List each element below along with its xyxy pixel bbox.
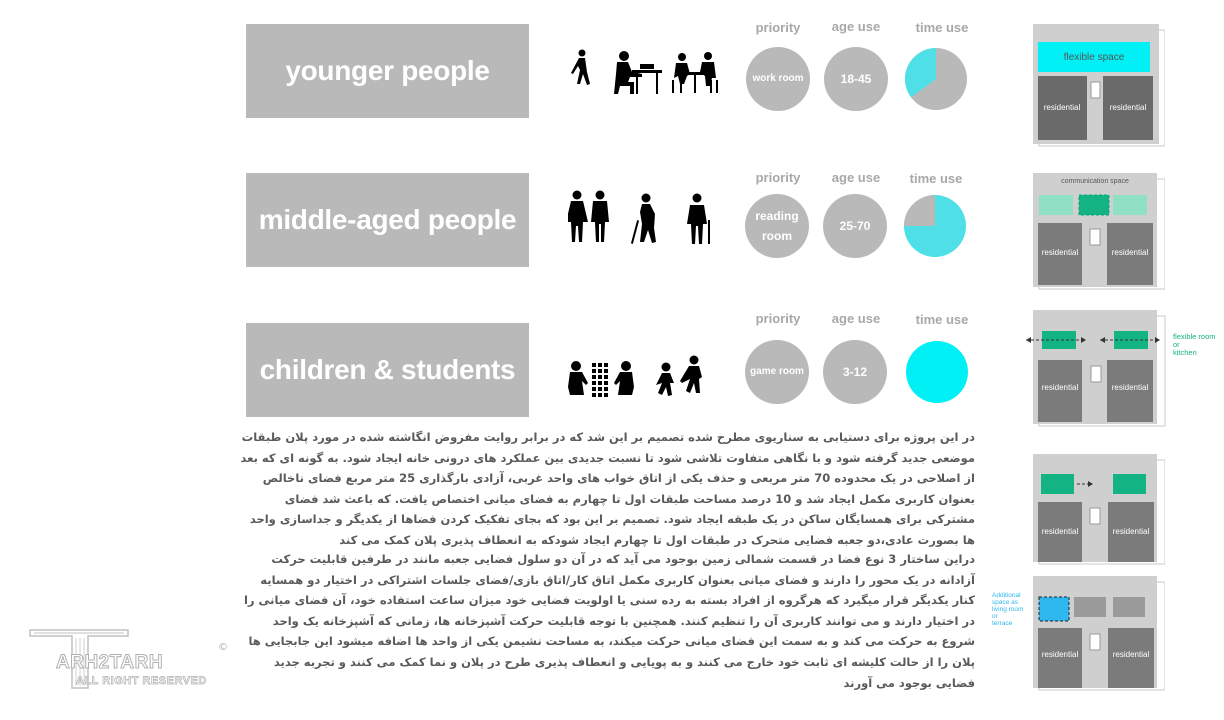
row-title-middle-aged-people: middle-aged people bbox=[246, 173, 529, 267]
floor-plan-2 bbox=[1033, 173, 1165, 291]
age-use-header: age use bbox=[831, 19, 881, 34]
children-students-icons bbox=[568, 355, 708, 415]
time-use-pie-younger bbox=[904, 47, 968, 111]
copyright-symbol: © bbox=[218, 642, 228, 653]
priority-label: work room bbox=[752, 73, 804, 84]
residential-right-label: residential bbox=[1111, 248, 1149, 257]
note-line: kitchen bbox=[1173, 348, 1197, 357]
priority-label-line1: reading bbox=[755, 209, 799, 223]
note-line: terrace bbox=[992, 620, 1013, 627]
time-use-gray-slice bbox=[904, 195, 935, 226]
time-use-header: time use bbox=[915, 20, 969, 35]
priority-circle-reading-room bbox=[745, 194, 809, 258]
time-use-pie-children bbox=[905, 340, 969, 404]
priority-circle-work-room bbox=[746, 47, 810, 111]
priority-label-line2: room bbox=[762, 229, 792, 243]
age-circle-25-70 bbox=[823, 194, 887, 258]
elderly-man-icon bbox=[687, 194, 710, 245]
note-line: flexible room or bbox=[1173, 332, 1216, 349]
time-use-pie-middle-aged bbox=[903, 194, 967, 258]
residential-left-label: residential bbox=[1041, 383, 1079, 392]
age-label: 25-70 bbox=[839, 219, 871, 233]
communication-space-label: communication space bbox=[1061, 178, 1129, 185]
middle-aged-people-icons bbox=[568, 190, 718, 250]
residential-left-label: residential bbox=[1041, 248, 1079, 257]
children-playing-blocks-icon bbox=[568, 361, 634, 397]
elderly-person-with-cane-icon bbox=[631, 194, 656, 244]
description-paragraph-2: دراین ساختار 3 نوع فضا در قسمت شمالی زمین بوجود می آید که در آن دو سلول فضایی جعبه مانند در طرفین قابلیت حرکت آزادانه در یک محور را دارند و فضای میانی بعنوان کاربری مکمل اتاق کار/اتاق بازی/فضای جلسات اشتراکی در اختیار دو همسایه کنار یکدیگر قرار میگیرد که هرگروه از افراد بسته به رده سنی یا اولویت فضایی خود میزان ساعت استفاده خود، آن فضای میانی را در اختیار دارند و می توانند کاربری آن را تنظیم کنند. همچنین با توجه قابلیت حرکت آشپزخانه ها، زمانی که آشپزخانه یک واحد شروع به حرکت می کند و به سمت این فضای میانی حرکت میکند، به مساحت نشیمن یکی از واحد ها اضافه میشود این جابجایی ها پلان را از حالت کلیشه ای ثابت خود خارج می کنند و به پویایی و انعطاف پذیری طرح در پلان و نما کمک می کنند و تجربه جدید فضایی بوجود می آورند bbox=[243, 552, 975, 690]
floor-plan-4 bbox=[1033, 454, 1165, 566]
age-circle-3-12 bbox=[823, 340, 887, 404]
floor-plan-1 bbox=[1033, 24, 1165, 148]
residential-left-label: residential bbox=[1041, 527, 1079, 536]
floor-plan-3 bbox=[1022, 310, 1167, 428]
priority-header: priority bbox=[755, 170, 801, 185]
time-use-header: time use bbox=[915, 312, 969, 327]
two-people-at-table-icon bbox=[672, 52, 718, 93]
logo-rights: ALL RIGHT RESERVED bbox=[76, 675, 207, 687]
priority-header: priority bbox=[755, 311, 801, 326]
priority-circle-game-room bbox=[745, 340, 809, 404]
priority-header: priority bbox=[755, 20, 801, 35]
younger-people-icons bbox=[568, 48, 720, 108]
row-title-children-students: children & students bbox=[246, 323, 529, 417]
flexible-room-note bbox=[1173, 333, 1224, 357]
children-running-icon bbox=[656, 356, 702, 397]
description-paragraph-1: در این پروژه برای دستیابی به سناریوی مطرح شده تصمیم بر این شد که در برابر روایت مفروض انگاشته شده در مورد پلان طبقات موضعی جدید گرفته شود و با نگاهی متفاوت تلاشی شود تا نسبت جدیدی بین عملکرد های درونی خانه ایجاد شود. به گونه ای که بعد از اصلاحی در یک محدوده 70 متر مربعی و حذف یکی از اتاق خواب های واحد غربی، آزادی بارگذاری 25 متر مربع فضای ناخالص بعنوان کاربری مکمل ایجاد شد و 10 درصد مساحت طبقات اول تا چهارم به فضای میانی اختصاص یافت. که باعث شد فضای مشترکی برای همسایگان ساکن در یک طبقه ایجاد شود. تصمیم بر این بود که بجای تفکیک کردن فضاها از یکدیگر و جداسازی واحد ها بصورت عادی،دو جعبه فضایی متحرک در طبقات اول تا چهارم ایجاد شودکه به انعطاف پذیری پلان کمک می کند bbox=[240, 430, 975, 547]
age-use-header: age use bbox=[831, 170, 881, 185]
floor-plan-5 bbox=[1033, 576, 1165, 692]
note-line: space as bbox=[992, 599, 1019, 606]
time-use-header: time use bbox=[909, 171, 963, 186]
priority-label: game room bbox=[750, 366, 804, 377]
age-label: 3-12 bbox=[842, 365, 868, 379]
residential-right-label: residential bbox=[1109, 103, 1147, 112]
couple-icon bbox=[568, 191, 609, 243]
additional-space-note bbox=[992, 592, 1032, 627]
residential-left-label: residential bbox=[1041, 650, 1079, 659]
residential-right-label: residential bbox=[1112, 650, 1150, 659]
age-label: 18-45 bbox=[840, 72, 872, 86]
person-at-desk-icon bbox=[614, 51, 662, 94]
note-line: or bbox=[992, 613, 998, 620]
row-title-younger-people: younger people bbox=[246, 24, 529, 118]
flexible-space-label: flexible space bbox=[1063, 52, 1125, 63]
logo-wordmark: ARH2TARH bbox=[56, 652, 164, 673]
residential-left-label: residential bbox=[1043, 103, 1081, 112]
note-line: Additional bbox=[992, 592, 1021, 599]
residential-right-label: residential bbox=[1111, 383, 1149, 392]
age-use-header: age use bbox=[831, 311, 881, 326]
age-circle-18-45 bbox=[824, 47, 888, 111]
walking-person-icon bbox=[571, 50, 590, 86]
residential-right-label: residential bbox=[1112, 527, 1150, 536]
note-line: living room bbox=[992, 606, 1024, 613]
